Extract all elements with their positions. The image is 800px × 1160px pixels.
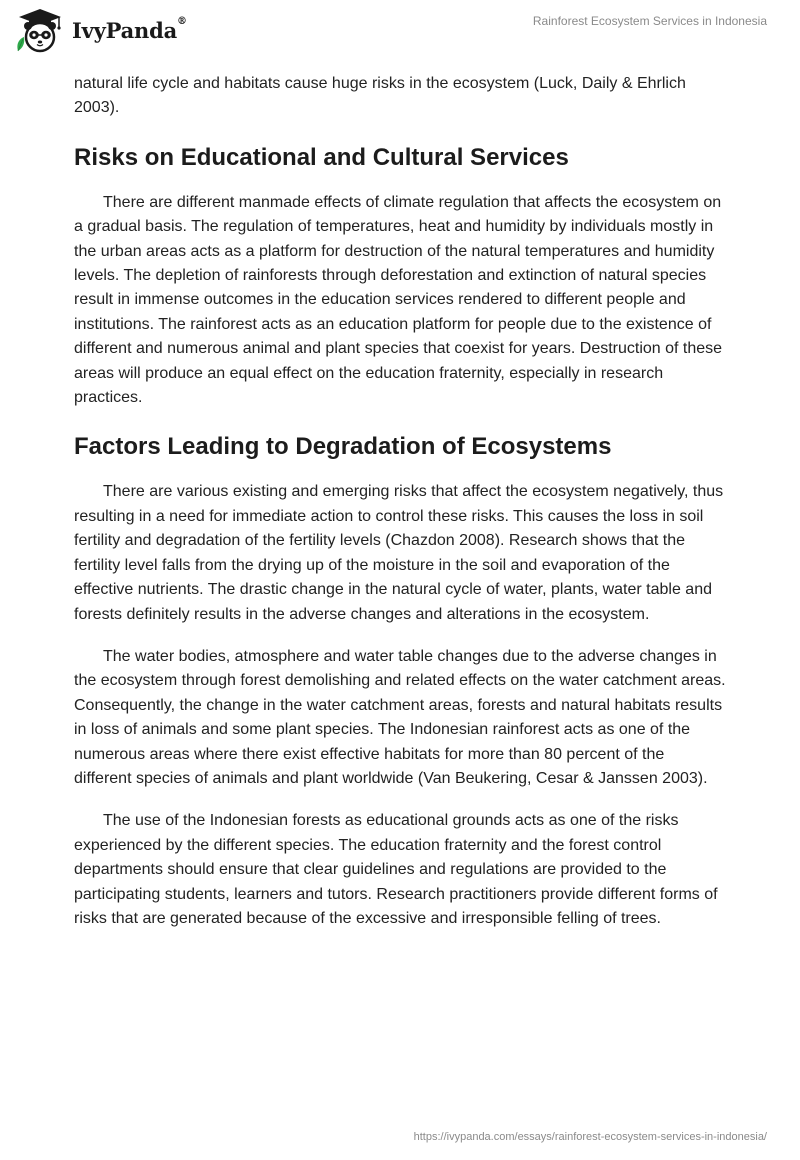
page-header	[0, 0, 800, 66]
body-paragraph: There are different manmade effects of climate regulation that affects the ecosystem on a gradual basis. The regulation of temperatures, heat and humidity by individuals mostly in the urban areas acts as a platform for destruction of the natural temperatures and humidity levels. The depletion of rainforests through deforestation and extinction of natural species result in immense outcomes in the education services rendered to different people and institutions. The rainforest acts as an education platform for people due to the existence of different and numerous animal and plant species that coexist for years. Destruction of these areas will produce an equal effect on the education fraternity, especially in research practices.	[74, 193, 723, 407]
intro-paragraph: natural life cycle and habitats cause huge risks in the ecosystem (Luck, Daily & Ehrlich 2003).	[74, 75, 686, 117]
section-heading-degradation-factors: Factors Leading to Degradation of Ecosystems	[74, 433, 612, 461]
body-paragraph: The water bodies, atmosphere and water table changes due to the adverse changes in the ecosystem through forest demolishing and related effects on the water catchment areas. Consequently, the change in the water catchment areas, forests and natural habitats results in loss of animals and some plant species. The Indonesian rainforest acts as one of the numerous areas where there exist effective habitats for more than 80 percent of the different species of animals and plant worldwide (Van Beukering, Cesar & Janssen 2003).	[74, 647, 726, 787]
panda-logo-icon	[14, 7, 66, 53]
article-body	[74, 72, 726, 949]
section-heading-educational-risks: Risks on Educational and Cultural Services	[74, 143, 569, 171]
ivypanda-logo[interactable]	[14, 7, 187, 53]
brand-name: IvyPanda®	[72, 15, 187, 43]
document-title: Rainforest Ecosystem Services in Indonesia	[532, 14, 767, 28]
body-paragraph: There are various existing and emerging risks that affect the ecosystem negatively, thus resulting in a need for immediate action to control these risks. This causes the loss in soil fertility and degradation of the fertility levels (Chazdon 2008). Research shows that the fertility level falls from the drying up of the moisture in the soil and evaporation of the effective nutrients. The drastic change in the natural cycle of water, plants, water table and forests definitely results in the adverse changes and alterations in the ecosystem.	[74, 483, 724, 623]
source-url[interactable]: https://ivypanda.com/essays/rainforest-ecosystem-services-in-indonesia/	[413, 1131, 767, 1143]
body-paragraph: The use of the Indonesian forests as educational grounds acts as one of the risks experienced by the different species. The education fraternity and the forest control departments should ensure that clear guidelines and regulations are provided to the participating students, learners and tutors. Research practitioners provide different forms of risks that are generated because of the excessive and irresponsible felling of trees.	[74, 812, 718, 927]
